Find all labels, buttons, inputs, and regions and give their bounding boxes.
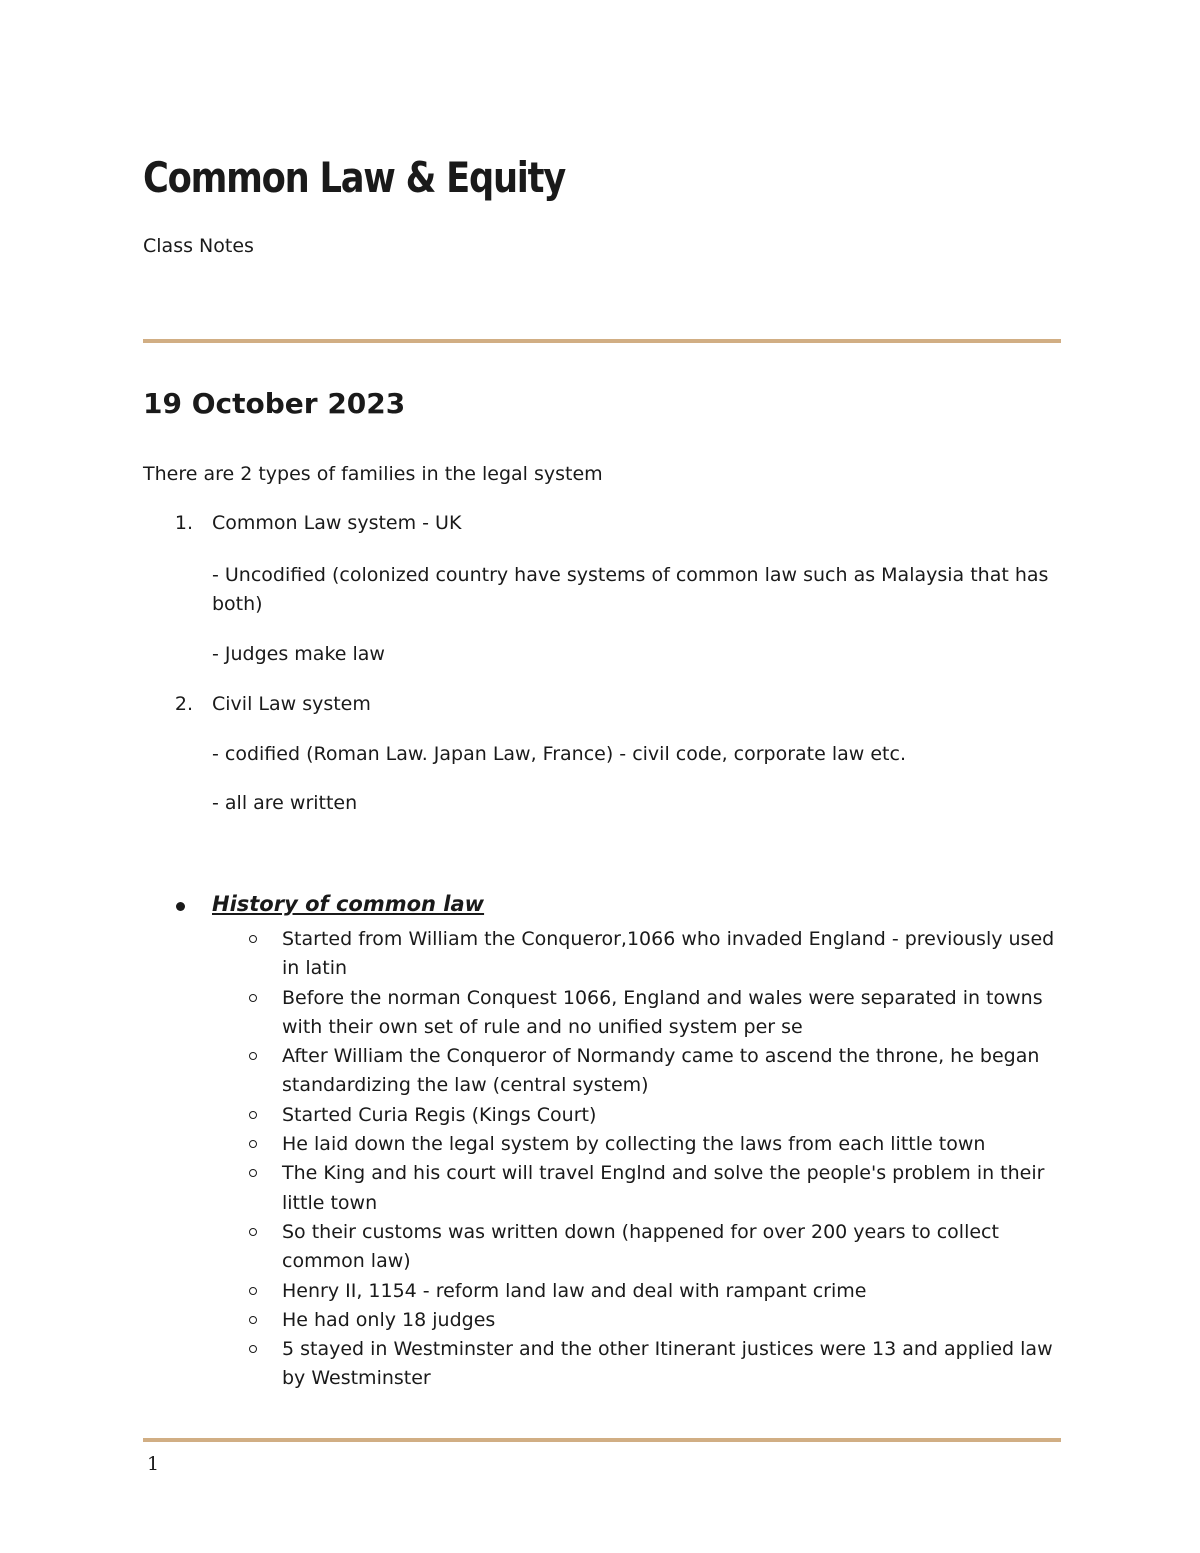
list-item (282, 1130, 1062, 1159)
top-divider (143, 339, 1061, 343)
history-item-text: Henry II, 1154 - reform land law and deal with rampant crime (282, 1279, 867, 1302)
list-marker-2: 2. (174, 693, 193, 715)
list-item (282, 1218, 1062, 1277)
history-item-text: He laid down the legal system by collecting the laws from each little town (282, 1133, 986, 1156)
list-item (282, 1306, 1062, 1335)
list-item (282, 1101, 1062, 1130)
history-item-text: After William the Conqueror of Normandy came to ascend the throne, he began standardizing the law (central system) (282, 1045, 1040, 1097)
circle-bullet-icon (249, 1169, 257, 1177)
page-number: 1 (147, 1453, 160, 1475)
intro-text: There are 2 types of families in the legal system (143, 463, 603, 485)
note-uncodified: - Uncodified (colonized country have systems of common law such as Malaysia that has both) (212, 564, 1049, 615)
list-item (282, 1159, 1062, 1218)
document-subtitle: Class Notes (143, 235, 254, 257)
list-item (282, 1042, 1062, 1101)
note-all-written: - all are written (212, 792, 358, 814)
history-item-text: Started from William the Conqueror,1066 who invaded England - previously used in latin (282, 928, 1055, 980)
circle-bullet-icon (249, 1228, 257, 1236)
circle-bullet-icon (249, 1111, 257, 1119)
note-judges-make-law: - Judges make law (212, 643, 385, 665)
circle-bullet-icon (249, 1052, 257, 1060)
date-heading: 19 October 2023 (143, 387, 406, 420)
list-item-common-law: Common Law system - UK (212, 512, 462, 534)
history-item-text: So their customs was written down (happened for over 200 years to collect common law) (282, 1220, 999, 1273)
history-heading: History of common law (212, 892, 485, 916)
circle-bullet-icon (249, 1316, 257, 1324)
history-item-text: The King and his court will travel Englnd and solve the people's problem in their little town (282, 1162, 1045, 1214)
list-item-civil-law: Civil Law system (212, 693, 371, 715)
list-item (282, 925, 1062, 984)
history-item-text: Started Curia Regis (Kings Court) (282, 1103, 597, 1126)
circle-bullet-icon (249, 994, 257, 1002)
history-item-text: Before the norman Conquest 1066, England and wales were separated in towns with their own set of rule and no unified system per se (282, 986, 1043, 1038)
footer-divider (143, 1438, 1061, 1442)
list-item (282, 984, 1062, 1043)
circle-bullet-icon (249, 1345, 257, 1353)
history-item-text: 5 stayed in Westminster and the other Itinerant justices were 13 and applied law by Westminster (282, 1338, 1053, 1390)
list-marker-1: 1. (174, 512, 193, 534)
document-title: Common Law & Equity (143, 153, 565, 202)
circle-bullet-icon (249, 1140, 257, 1148)
circle-bullet-icon (249, 935, 257, 943)
bullet-icon (176, 902, 185, 911)
circle-bullet-icon (249, 1287, 257, 1295)
list-item (282, 1335, 1062, 1394)
history-item-text: He had only 18 judges (282, 1308, 496, 1331)
history-list (282, 925, 1062, 1394)
note-codified: - codified (Roman Law. Japan Law, France) - civil code, corporate law etc. (212, 743, 906, 765)
list-item (282, 1277, 1062, 1306)
